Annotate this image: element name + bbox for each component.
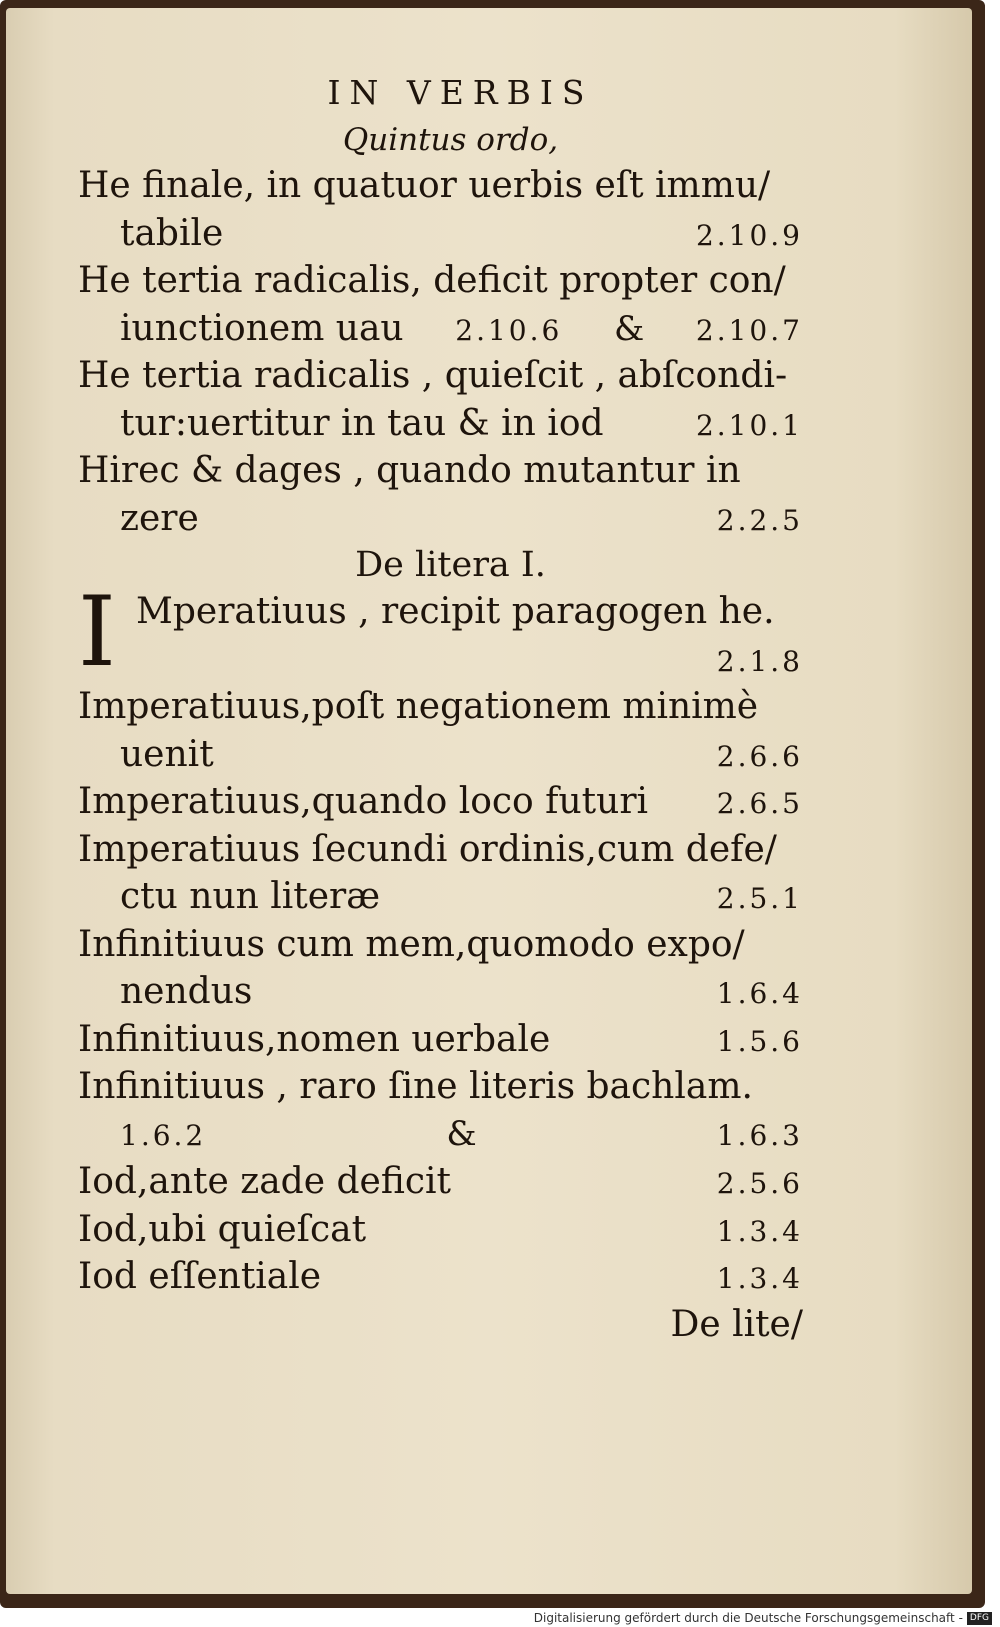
conjunction: &: [613, 308, 645, 349]
entry-reference: 2.5.6: [716, 1167, 803, 1200]
entry-reference: 2.10.6: [455, 313, 563, 347]
index-entry: He tertia radicalis, deficit propter con/ iunctionem uau 2.10.6 & 2.10.7: [78, 257, 803, 352]
index-entry: I Mperatiuus , recipit paragogen he. 2.1.8: [78, 576, 803, 688]
index-entry: Infinitiuus cum mem,quomodo expo/ nendus 1.6.4: [78, 921, 803, 1016]
entry-reference: 1.3.4: [716, 1262, 803, 1295]
conjunction: &: [446, 1113, 477, 1154]
entry-reference: 1.6.3: [716, 1118, 803, 1152]
entry-reference: 2.10.1: [695, 408, 803, 442]
entry-reference: 1.6.2: [120, 1118, 207, 1152]
page-text: [78, 68, 803, 1349]
entry-reference: 1.6.4: [716, 977, 803, 1010]
catchword: De lite/: [670, 1303, 803, 1345]
index-entry: Hirec & dages , quando mutantur in zere 2.2.5: [78, 447, 803, 542]
index-entry: Imperatiuus,poſt negationem minimè uenit 2.6.6: [78, 683, 803, 778]
index-entry: He tertia radicalis , quieſcit , abſcondi- tur:uertitur in tau & in iod 2.10.1: [78, 352, 803, 447]
book-page: [6, 8, 972, 1594]
index-entry: Iod,ubi quieſcat 1.3.4: [78, 1206, 803, 1254]
entry-reference: 1.3.4: [716, 1214, 803, 1248]
entry-reference: 2.6.5: [716, 787, 803, 820]
drop-cap: I: [78, 576, 116, 688]
section-heading: De litera I.: [355, 545, 546, 585]
index-entry: Iod eſſentiale 1.3.4: [78, 1253, 803, 1301]
subhead: Quintus ordo,: [342, 122, 559, 158]
entry-reference: 2.1.8: [716, 644, 803, 678]
dfg-logo: DFG: [967, 1612, 992, 1625]
index-entry: Infinitiuus , raro ſine literis bachlam. 1.6.2 & 1.6.3: [78, 1063, 803, 1158]
index-entry: Infinitiuus,nomen uerbale 1.5.6: [78, 1016, 803, 1064]
index-entry: He finale, in quatuor uerbis eſt immu/ tabile 2.10.9: [78, 162, 803, 257]
entry-reference: 2.10.9: [695, 218, 803, 252]
digitization-footer: [0, 1609, 1000, 1627]
entry-reference: 2.10.7: [695, 313, 803, 347]
index-entry: Imperatiuus,quando loco futuri 2.6.5: [78, 778, 803, 826]
index-entry: Imperatiuus ſecundi ordinis,cum defe/ ctu nun literæ 2.5.1: [78, 826, 803, 921]
running-head: IN VERBIS: [327, 73, 594, 112]
entry-reference: 1.5.6: [716, 1024, 803, 1058]
entry-reference: 2.6.6: [716, 739, 803, 773]
entry-reference: 2.5.1: [716, 882, 803, 915]
footer-text: Digitalisierung gefördert durch die Deutsche Forschungsgemeinschaft -: [533, 1611, 963, 1625]
index-entry: Iod,ante zade deficit 2.5.6: [78, 1158, 803, 1206]
entry-reference: 2.2.5: [716, 503, 803, 537]
